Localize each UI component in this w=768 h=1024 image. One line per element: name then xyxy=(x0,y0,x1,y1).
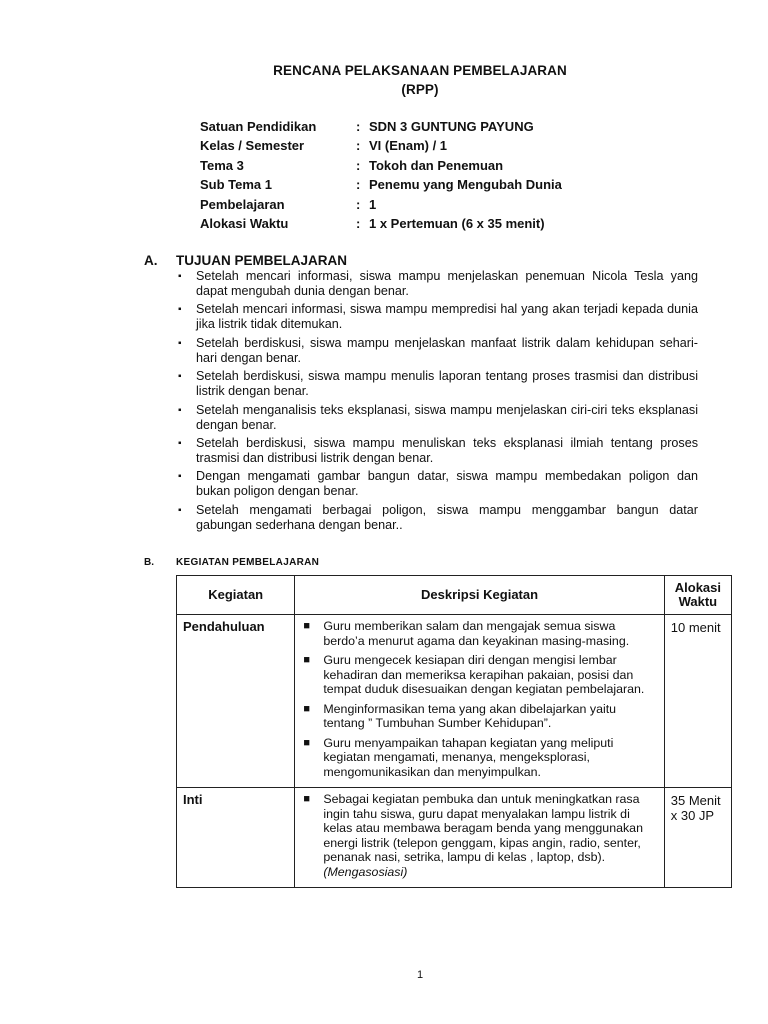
identity-row xyxy=(200,119,720,138)
learning-goal-item xyxy=(178,436,698,466)
square-bullet-icon: ■ xyxy=(303,793,310,805)
square-bullet-icon: ■ xyxy=(303,702,310,715)
identity-separator: : xyxy=(356,216,361,231)
identity-value: Penemu yang Mengubah Dunia xyxy=(369,177,562,193)
identity-row xyxy=(200,158,720,177)
identity-label: Satuan Pendidikan xyxy=(200,119,317,134)
list-item xyxy=(303,736,655,780)
bullet-icon: ▪ xyxy=(178,404,182,416)
bullet-icon: ▪ xyxy=(178,271,182,282)
learning-goal-text: Setelah berdiskusi, siswa mampu menjelaskan manfaat listrik dalam kehidupan sehari-hari dengan benar. xyxy=(196,335,698,365)
table-row xyxy=(177,615,732,788)
page-number: 1 xyxy=(416,969,424,981)
section-b-letter: B. xyxy=(144,557,154,568)
bullet-icon: ▪ xyxy=(178,371,182,383)
learning-goal-text: Setelah mengamati berbagai poligon, siswa mampu menggambar bangun datar gabungan sederhana dengan benar.. xyxy=(196,502,698,532)
activity-description xyxy=(295,615,664,788)
activity-time: 10 menit xyxy=(664,615,731,788)
identity-value: SDN 3 GUNTUNG PAYUNG xyxy=(369,119,534,134)
activity-name: Inti xyxy=(177,788,295,888)
identity-separator: : xyxy=(356,119,361,134)
identity-separator: : xyxy=(356,157,361,173)
identity-separator: : xyxy=(356,138,361,154)
bullet-icon: ▪ xyxy=(178,304,182,316)
activity-table xyxy=(176,575,732,888)
section-a-title: TUJUAN PEMBELAJARAN xyxy=(176,253,348,268)
identity-row xyxy=(200,138,720,157)
square-bullet-icon: ■ xyxy=(303,736,310,749)
list-item xyxy=(303,792,655,879)
identity-value: 1 xyxy=(369,196,377,212)
identity-label: Pembelajaran xyxy=(200,196,285,212)
square-bullet-icon: ■ xyxy=(303,620,310,632)
learning-goal-text: Setelah mencari informasi, siswa mampu menjelaskan penemuan Nicola Tesla yang dapat mengubah dunia dengan benar. xyxy=(196,269,698,298)
identity-value: 1 x Pertemuan (6 x 35 menit) xyxy=(369,216,545,231)
learning-goal-item xyxy=(178,302,698,332)
description-text: Sebagai kegiatan pembuka dan untuk meningkatkan rasa ingin tahu siswa, guru dapat menyalakan lampu listrik di kelas atau membawa beragam benda yang menggunakan energi listrik (telepon genggam, kipas angin, radio, senter, penanak nasi, setrika, lampu di kelas , laptop, dsb). xyxy=(323,792,643,864)
identity-separator: : xyxy=(356,196,361,212)
learning-goal-text: Setelah berdiskusi, siswa mampu menulis laporan tentang proses trasmisi dan distribusi listrik dengan benar. xyxy=(196,369,698,399)
identity-separator: : xyxy=(356,177,361,193)
learning-goal-text: Setelah mencari informasi, siswa mampu mempredisi hal yang akan terjadi kepada dunia jika listrik tidak ditemukan. xyxy=(196,302,698,332)
learning-goal-text: Dengan mengamati gambar bangun datar, siswa mampu membedakan poligon dan bukan poligon dengan benar. xyxy=(196,469,698,499)
description-text: Guru mengecek kesiapan diri dengan mengisi lembar kehadiran dan memeriksa kerapihan pakaian, posisi dan tempat duduk disesuaikan dengan kegiatan pembelajaran. xyxy=(323,653,645,696)
list-item xyxy=(303,702,655,731)
identity-row xyxy=(200,177,720,196)
learning-goal-item xyxy=(178,503,698,533)
column-header-deskripsi: Deskripsi Kegiatan xyxy=(295,576,664,615)
identity-label: Sub Tema 1 xyxy=(200,177,273,193)
learning-goal-text: Setelah menganalisis teks eksplanasi, siswa mampu menjelaskan ciri-ciri teks eksplanasi dengan benar. xyxy=(196,402,698,432)
identity-label: Alokasi Waktu xyxy=(200,216,289,231)
bullet-icon: ▪ xyxy=(178,504,182,516)
identity-label: Tema 3 xyxy=(200,157,244,173)
activity-note: (Mengasosiasi) xyxy=(323,864,408,879)
table-row xyxy=(177,788,732,888)
document-title: RENCANA PELAKSANAAN PEMBELAJARAN xyxy=(273,63,567,78)
document-subtitle: (RPP) xyxy=(401,82,439,97)
column-header-alokasi: Alokasi Waktu xyxy=(664,576,731,615)
learning-goal-text: Setelah berdiskusi, siswa mampu menuliskan teks eksplanasi ilmiah tentang proses trasmisi dan distribusi listrik dengan benar. xyxy=(196,435,698,465)
list-item xyxy=(303,619,655,648)
learning-goal-item xyxy=(178,369,698,399)
learning-goals-list xyxy=(178,269,698,536)
identity-value: VI (Enam) / 1 xyxy=(369,138,448,154)
learning-goal-item xyxy=(178,336,698,366)
learning-goal-item xyxy=(178,269,698,299)
description-text: Guru memberikan salam dan mengajak semua siswa berdo’a menurut agama dan keyakinan masing-masing. xyxy=(323,619,630,648)
activity-time: 35 Menit x 30 JP xyxy=(664,788,731,888)
bullet-icon: ▪ xyxy=(178,337,182,349)
description-text: Menginformasikan tema yang akan dibelajarkan yaitu tentang ” Tumbuhan Sumber Kehidupan”. xyxy=(323,701,617,730)
bullet-icon: ▪ xyxy=(178,437,182,449)
identity-row xyxy=(200,216,720,235)
section-a-letter: A. xyxy=(144,253,158,268)
list-item xyxy=(303,653,655,697)
column-header-kegiatan: Kegiatan xyxy=(177,576,295,615)
description-text: Guru menyampaikan tahapan kegiatan yang meliputi kegiatan mengamati, menanya, mengeksplorasi, mengomunikasikan dan menyimpulkan. xyxy=(323,735,614,779)
learning-goal-item xyxy=(178,403,698,433)
learning-goal-item xyxy=(178,469,698,499)
identity-label: Kelas / Semester xyxy=(200,138,305,154)
identity-row xyxy=(200,197,720,216)
bullet-icon: ▪ xyxy=(178,471,182,483)
section-b-title: KEGIATAN PEMBELAJARAN xyxy=(176,557,320,568)
activity-name: Pendahuluan xyxy=(177,615,295,788)
activity-description xyxy=(295,788,664,888)
identity-value: Tokoh dan Penemuan xyxy=(369,157,504,173)
square-bullet-icon: ■ xyxy=(303,654,310,666)
